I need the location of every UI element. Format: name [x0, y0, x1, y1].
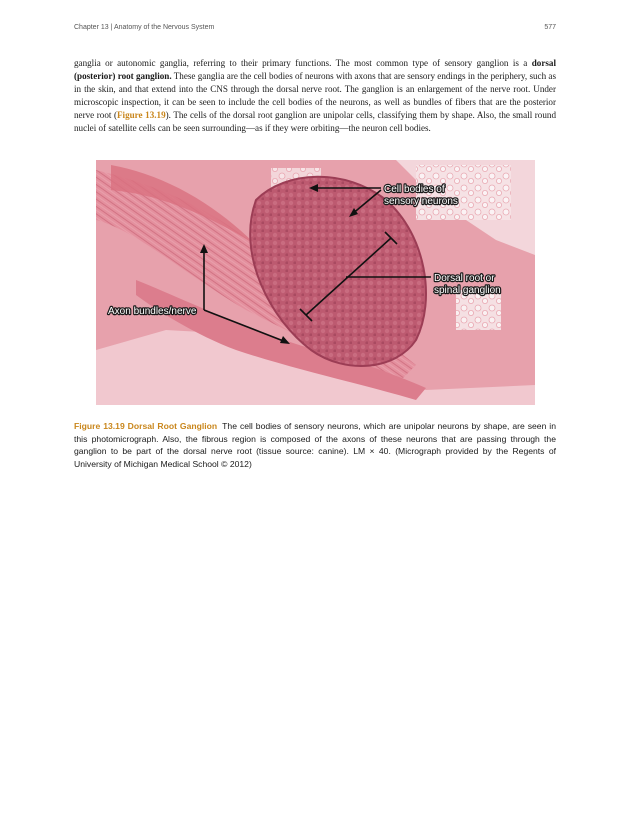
micrograph-image [96, 160, 535, 405]
bold-term: dorsal (posterior) root ganglion. [74, 58, 556, 81]
caption-text: The cell bodies of sensory neurons, which are unipolar neurons by shape, are seen in this photomicrograph. Also, the fibrous region is composed of the axons of these neurons that are passing through the ganglion to be part of the dorsal nerve root (tissue source: canine). LM × 40. (Micrograph provided by the Regents of University of Michigan Medical School © 2012) [74, 421, 556, 469]
body-paragraph [74, 57, 556, 135]
label-dorsal-root-1: Dorsal root or [434, 273, 495, 284]
micrograph-figure [96, 160, 535, 405]
caption-title: Figure 13.19 Dorsal Root Ganglion [74, 421, 218, 431]
body-text-1: ganglia or autonomic ganglia, referring to their primary functions. The most common type of sensory ganglion is a [74, 58, 532, 68]
body-text-2: These ganglia are the cell bodies of neurons with axons that are sensory endings in the periphery, such as in the skin, and that extend into the CNS through the dorsal nerve root. The ganglion is an enlargement of the nerve root. Under microscopic inspection, it can be seen to include the cell bodies of the neurons, as well as bundles of fibers that are the posterior nerve root ( [74, 71, 556, 120]
fat-cells-right [456, 290, 501, 330]
chapter-title: Chapter 13 | Anatomy of the Nervous System [74, 24, 215, 31]
label-cell-bodies-2: sensory neurons [384, 196, 458, 207]
figure-link[interactable]: Figure 13.19 [117, 110, 166, 120]
page-number: 577 [544, 24, 556, 31]
label-cell-bodies-1: Cell bodies of [384, 184, 445, 195]
label-axon-bundles: Axon bundles/nerve [108, 306, 197, 317]
figure-caption [74, 420, 556, 470]
page-header [74, 24, 556, 36]
body-text-3: ). The cells of the dorsal root ganglion are unipolar cells, classifying them by shape. Also, the small round nuclei of satellite cells can be seen surrounding—as if they were orbiting—the neuron cell bodies. [74, 110, 556, 133]
label-dorsal-root-2: spinal ganglion [434, 285, 501, 296]
